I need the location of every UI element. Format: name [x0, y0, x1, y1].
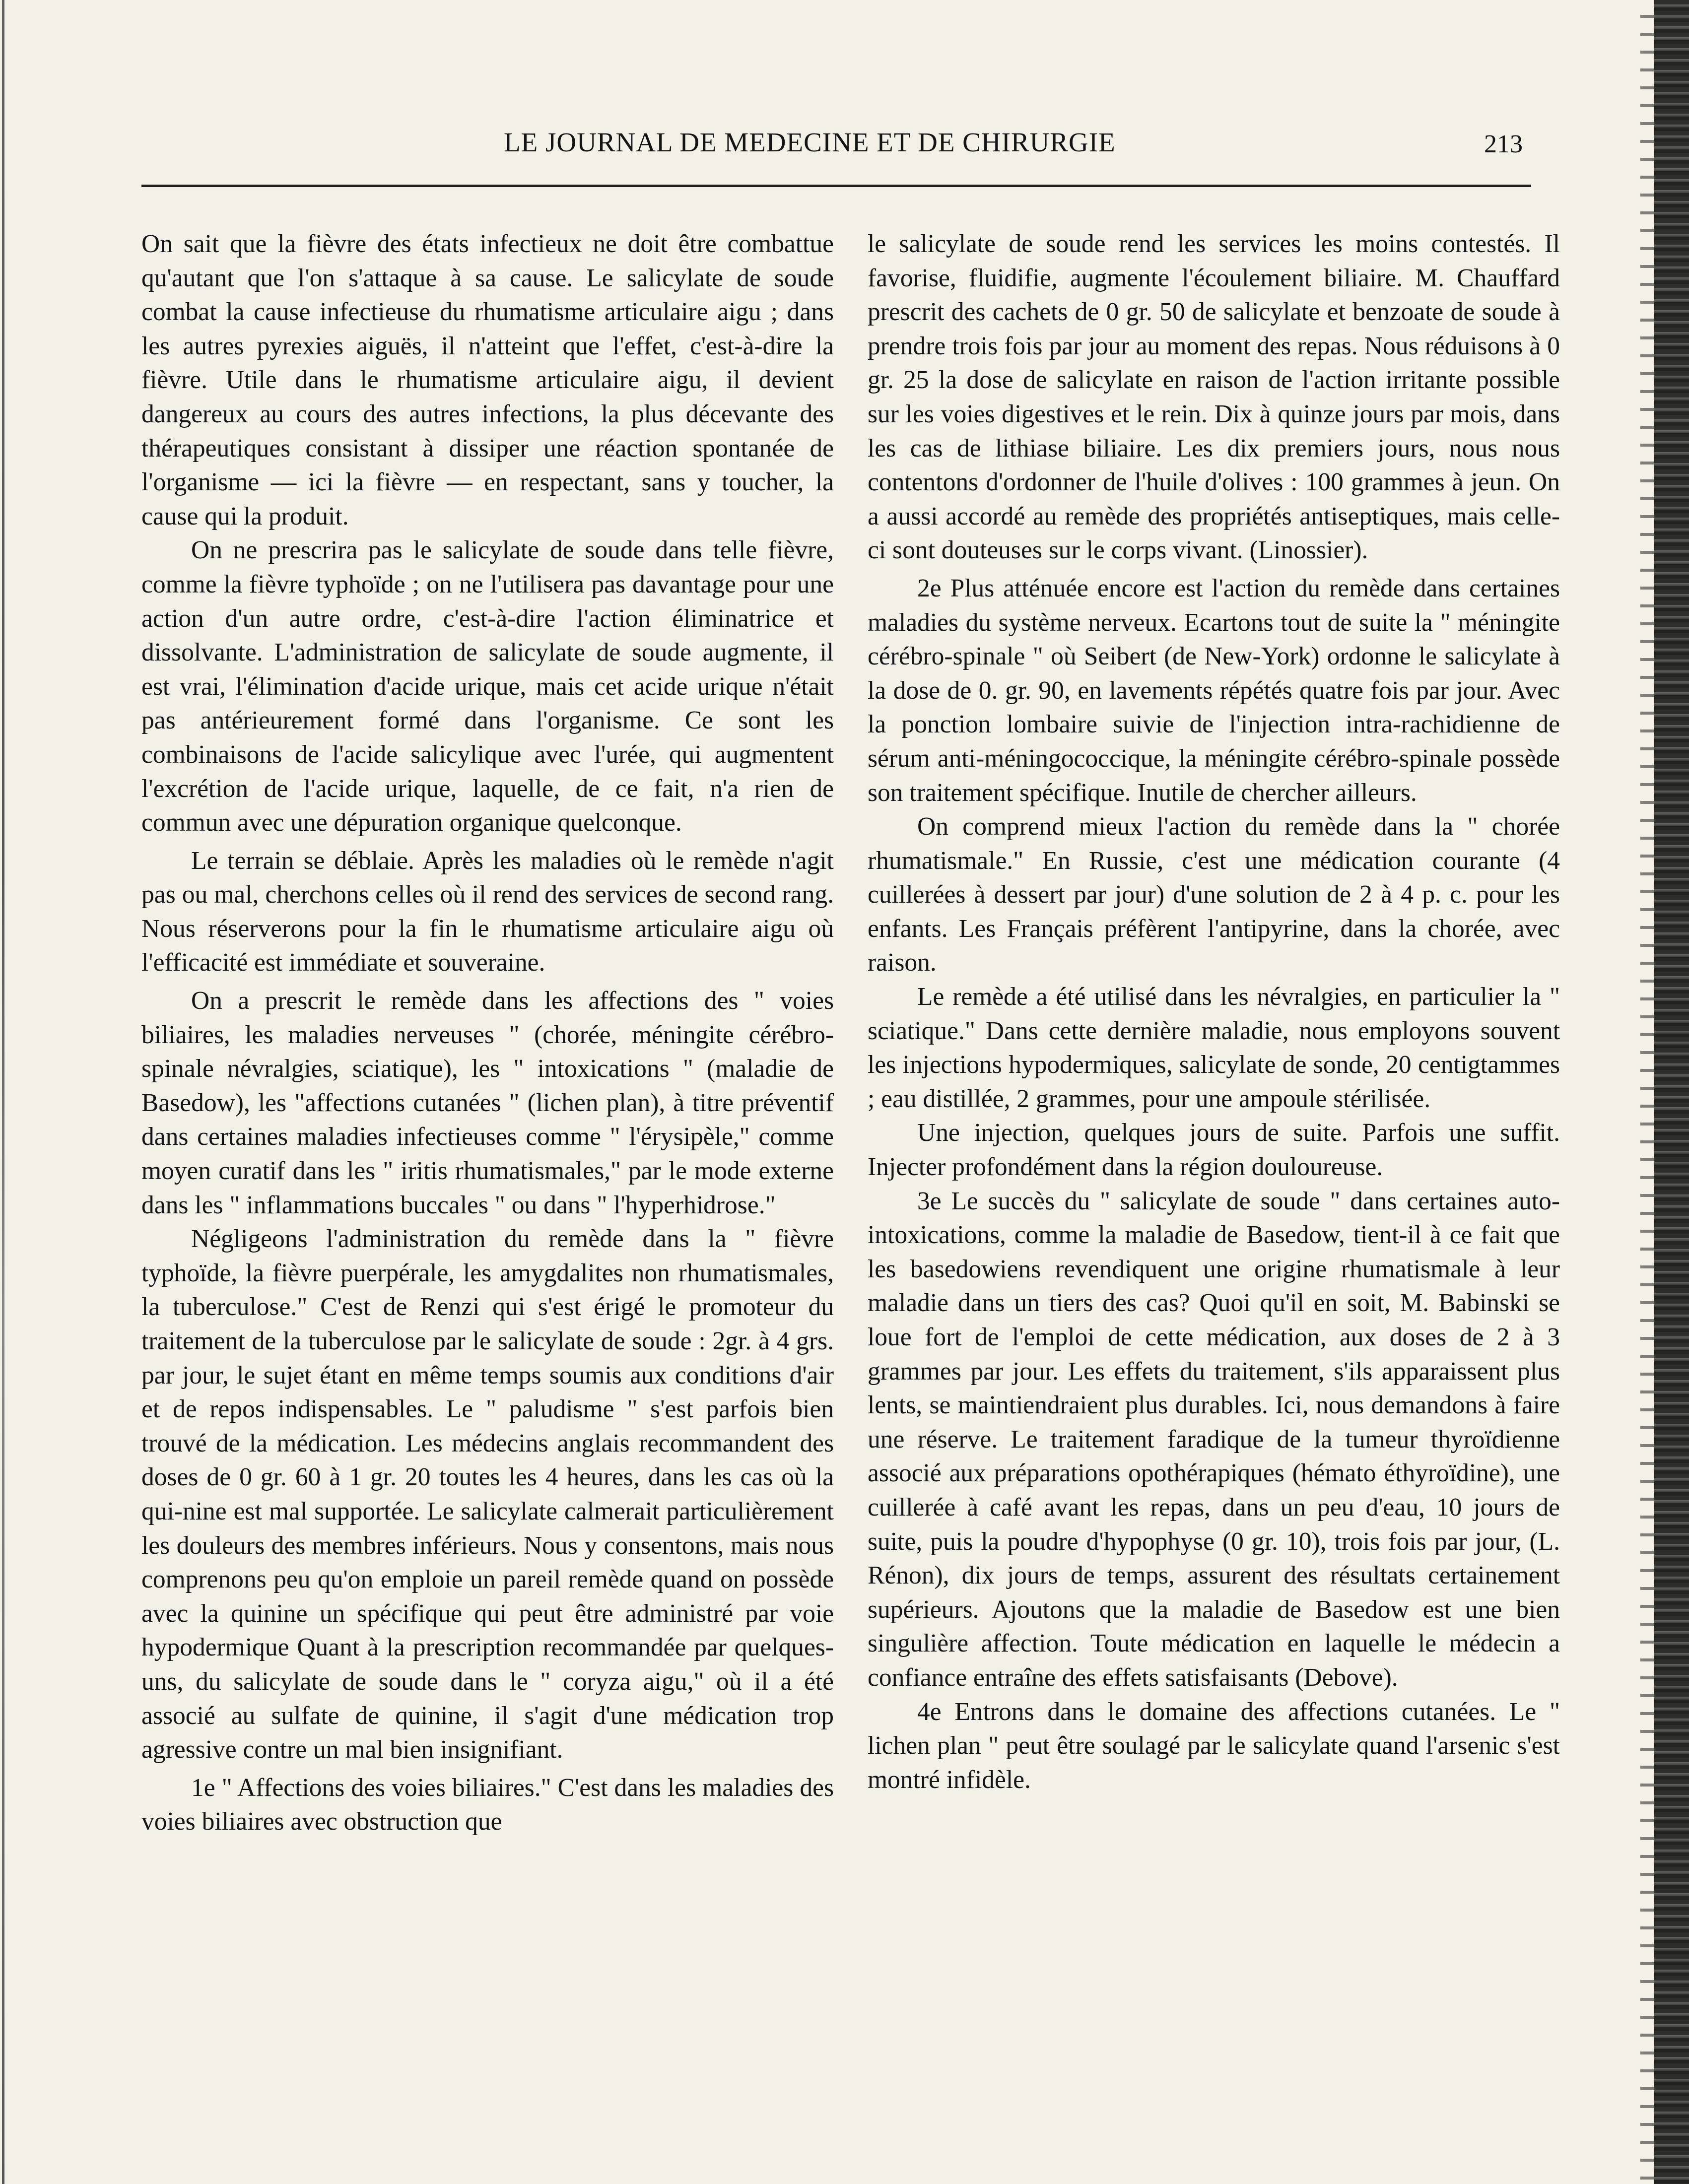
- paragraph: On sait que la fièvre des états infectieux ne doit être combattue qu'autant que l'on s'attaque à sa cause. Le salicylate de soude combat la cause infectieuse du rhumatisme articulaire aigu ; dans les autres pyrexies aiguës, il n'atteint que l'effet, c'est-à-dire la fièvre. Utile dans le rhumatisme articulaire aigu, il devient dangereux au cours des autres infections, la plus décevante des thérapeutiques consistant à dissiper une réaction spontanée de l'organisme — ici la fièvre — en respectant, sans y toucher, la cause qui la produit.: [141, 230, 834, 530]
- paragraph: Le terrain se déblaie. Après les maladies où le remède n'agit pas ou mal, cherchons celles où il rend des services de second rang. Nous réserverons pour la fin le rhumatisme articulaire aigu où l'efficacité est immédiate et souveraine.: [141, 846, 834, 977]
- paragraph: On ne prescrira pas le salicylate de soude dans telle fièvre, comme la fièvre typhoïde ; on ne l'utilisera pas davantage pour une action d'un autre ordre, c'est-à-dire l'action éliminatrice et dissolvante. L'administration de salicylate de soude augmente, il est vrai, l'élimination d'acide urique, mais cet acide urique n'était pas antérieurement formé dans l'organisme. Ce sont les combinaisons de l'acide salicylique avec l'urée, qui augmentent l'excrétion de l'acide urique, laquelle, de ce fait, n'a rien de commun avec une dépuration organique quelconque.: [141, 536, 834, 837]
- paragraph: 3e Le succès du " salicylate de soude " dans certaines auto-intoxications, comme la maladie de Basedow, tient-il à ce fait que les basedowiens revendiquent une origine rhumatismale à leur maladie dans un tiers des cas? Quoi qu'il en soit, M. Babinski se loue fort de l'emploi de cette médication, aux doses de 2 à 3 grammes par jour. Les effets du traitement, s'ils apparaissent plus lents, se maintiendraient plus durables. Ici, nous demandons à faire une réserve. Le traitement faradique de la tumeur thyroïdienne associé aux préparations opothérapiques (hémato éthyroïdine), une cuillerée à café avant les repas, dans un peu d'eau, 10 jours de suite, puis la poudre d'hypophyse (0 gr. 10), trois fois par jour, (L. Rénon), dix jours de temps, assurent des résultats certainement supérieurs. Ajoutons que la maladie de Basedow est une bien singulière affection. Toute médication en laquelle le médecin a confiance entraîne des effets satisfaisants (Debove).: [868, 1187, 1560, 1692]
- paragraph: 1e " Affections des voies biliaires." C'est dans les maladies des voies biliaires avec obstruction que: [141, 1773, 834, 1836]
- paragraph: 2e Plus atténuée encore est l'action du remède dans certaines maladies du système nerveux. Ecartons tout de suite la " méningite cérébro-spinale " où Seibert (de New-York) ordonne le salicylate à la dose de 0. gr. 90, en lavements répétés quatre fois par jour. Avec la ponction lombaire suivie de l'injection intra-rachidienne de sérum anti-méningococcique, la méningite cérébro-spinale possède son traitement spécifique. Inutile de chercher ailleurs.: [868, 574, 1560, 807]
- paragraph: Négligeons l'administration du remède dans la " fièvre typhoïde, la fièvre puerpérale, les amygdalites non rhumatismales, la tuberculose." C'est de Renzi qui s'est érigé le promoteur du traitement de la tuberculose par le salicylate de soude : 2gr. à 4 grs. par jour, le sujet étant en même temps soumis aux conditions d'air et de repos indispensables. Le " paludisme " s'est parfois bien trouvé de la médication. Les médecins anglais recommandent des doses de 0 gr. 60 à 1 gr. 20 toutes les 4 heures, dans les cas où la qui-nine est mal supportée. Le salicylate calmerait particulièrement les douleurs des membres inférieurs. Nous y consentons, mais nous comprenons peu qu'on emploie un pareil remède quand on possède avec la quinine un spécifique qui peut être administré par voie hypodermique Quant à la prescription recommandée par quelques-uns, du salicylate de soude dans le " coryza aigu," où il a été associé au sulfate de quinine, il s'agit d'une médication trop agressive contre un mal bien insignifiant.: [141, 1225, 834, 1764]
- paragraph: On comprend mieux l'action du remède dans la " chorée rhumatismale." En Russie, c'est une médication courante (4 cuillerées à dessert par jour) d'une solution de 2 à 4 p. c. pour les enfants. Les Français préfèrent l'antipyrine, dans la chorée, avec raison.: [868, 812, 1560, 977]
- scan-noise: [1640, 0, 1654, 2184]
- paragraph: 4e Entrons dans le domaine des affections cutanées. Le " lichen plan " peut être soulagé par le salicylate quand l'arsenic s'est montré infidèle.: [868, 1697, 1560, 1794]
- paragraph: Le remède a été utilisé dans les névralgies, en particulier la " sciatique." Dans cette dernière maladie, nous employons souvent les injections hypodermiques, salicylate de sonde, 20 centigtammes ; eau distillée, 2 grammes, pour une ampoule stérilisée.: [868, 983, 1560, 1113]
- scan-left-edge: [2, 0, 4, 2184]
- page-number: 213: [1484, 130, 1523, 158]
- right-column: [868, 227, 1560, 2034]
- journal-title: LE JOURNAL DE MEDECINE ET DE CHIRURGIE: [504, 127, 1116, 157]
- paragraph: le salicylate de soude rend les services les moins contestés. Il favorise, fluidifie, augmente l'écoulement biliaire. M. Chauffard prescrit des cachets de 0 gr. 50 de salicylate et benzoate de soude à prendre trois fois par jour au moment des repas. Nous réduisons à 0 gr. 25 la dose de salicylate en raison de l'action irritante possible sur les voies digestives et le rein. Dix à quinze jours par mois, dans les cas de lithiase biliaire. Les dix premiers jours, nous nous contentons d'ordonner de l'huile d'olives : 100 grammes à jeun. On a aussi accordé au remède des propriétés antiseptiques, mais celle-ci sont douteuses sur le corps vivant. (Linossier).: [868, 230, 1560, 565]
- scan-right-edge: [1654, 0, 1689, 2184]
- running-head: [139, 127, 1529, 171]
- paragraph: Une injection, quelques jours de suite. Parfois une suffit. Injecter profondément dans la région douloureuse.: [868, 1119, 1560, 1182]
- left-column: [141, 227, 834, 2034]
- header-rule: [141, 185, 1531, 187]
- paragraph: On a prescrit le remède dans les affections des " voies biliaires, les maladies nerveuses " (chorée, méningite cérébro-spinale névralgies, sciatique), les " intoxications " (maladie de Basedow), les "affections cutanées " (lichen plan), à titre préventif dans certaines maladies infectieuses comme " l'érysipèle," comme moyen curatif dans les " iritis rhumatismales," par le mode externe dans les " inflammations buccales " ou dans " l'hyperhidrose.": [141, 987, 834, 1219]
